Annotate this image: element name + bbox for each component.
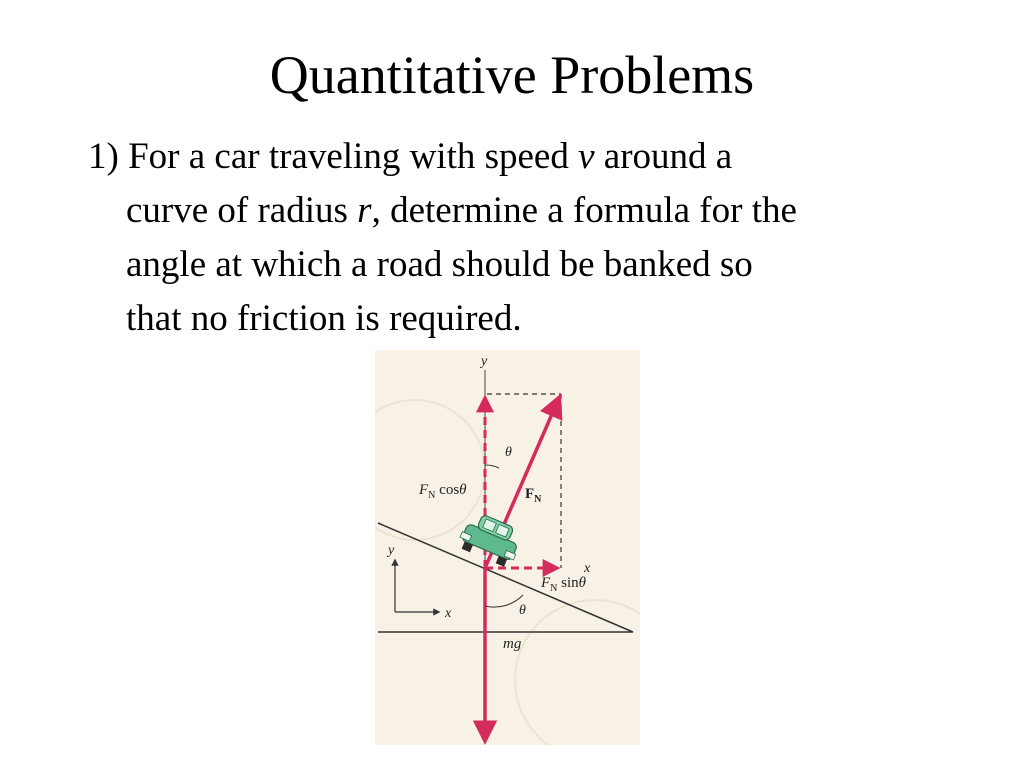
problem-line-2: curve of radius r, determine a formula for the [126,190,797,231]
variable-v: v [578,136,595,177]
problem-line-4: that no friction is required. [126,298,522,339]
label-y-top: y [481,354,488,369]
label-mg: mg [503,636,522,652]
label-fn-cos: $F_N$ cosθ [419,482,467,501]
label-axes-y: y [388,543,395,558]
problem-number: 1) [88,136,119,177]
label-fn-vector: $F_N$ [525,486,542,505]
label-axes-x: x [445,606,452,621]
label-x-right: x [584,561,591,576]
label-theta-top: θ [505,445,512,460]
slide-title: Quantitative Problems [269,45,755,105]
banked-curve-diagram [375,350,640,745]
problem-statement [88,130,968,346]
problem-line-3: angle at which a road should be banked so [126,244,753,285]
label-fn-sin: $F_N$ sinθ [541,575,587,594]
problem-line-1: For a car traveling with speed v around a [128,136,733,177]
variable-r: r [357,190,372,231]
label-theta-bottom: θ [519,603,526,618]
force-diagram-svg [375,350,640,745]
